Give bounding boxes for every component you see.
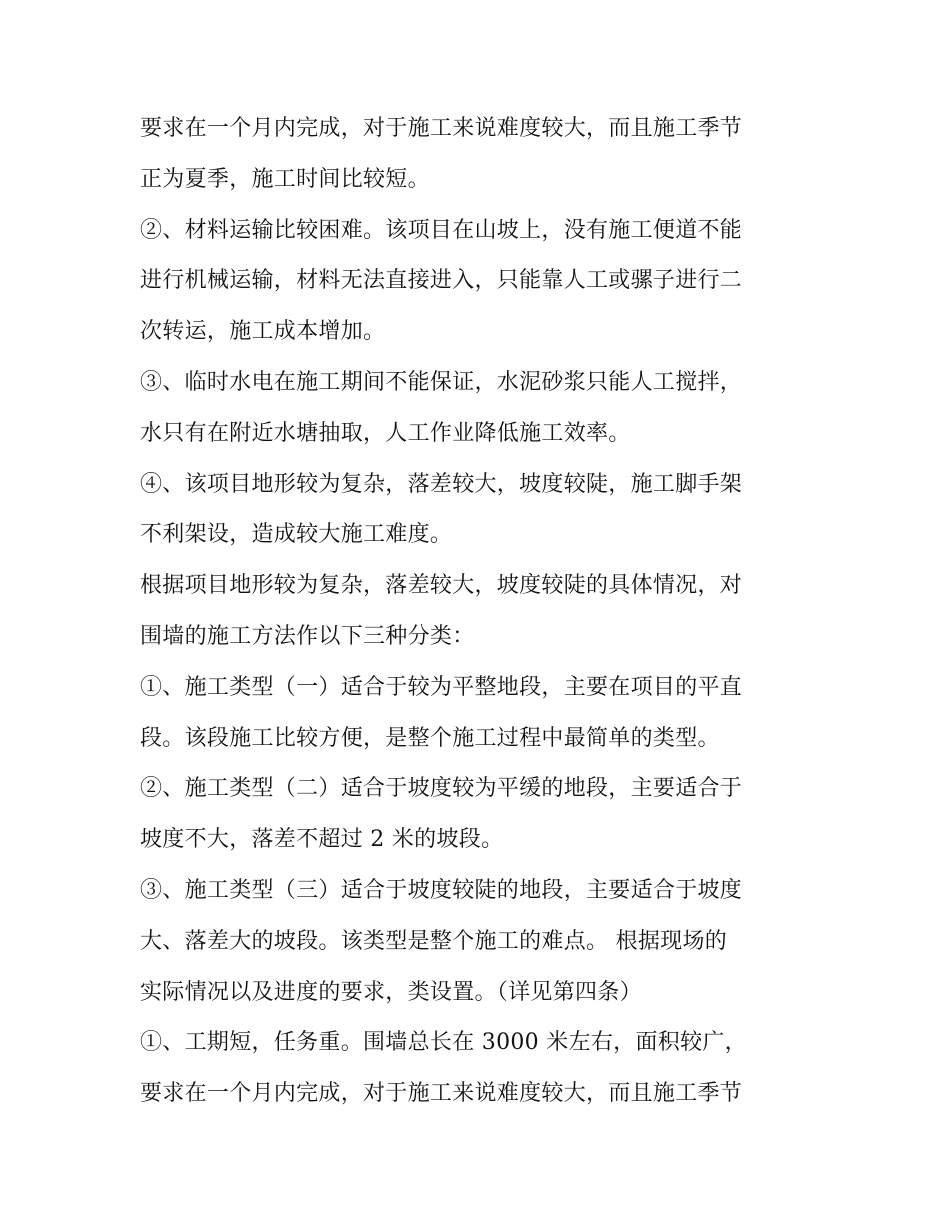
text-line: 不利架设，造成较大施工难度。 [140, 522, 453, 548]
text-line: 实际情况以及进度的要求，类设置。（详见第四条） [140, 979, 642, 1005]
text-line: 次转运，施工成本增加。 [140, 319, 386, 345]
document-body [140, 104, 815, 1120]
text-line: ③、临时水电在施工期间不能保证，水泥砂浆只能人工搅拌， [140, 369, 743, 395]
text-line: 正为夏季，施工时间比较短。 [140, 166, 430, 192]
text-line: ②、施工类型（二）适合于坡度较为平缓的地段，主要适合于 [140, 776, 743, 802]
text-line: 进行机械运输，材料无法直接进入，只能靠人工或骡子进行二 [140, 268, 743, 294]
text-line: ④、该项目地形较为复杂，落差较大，坡度较陡，施工脚手架 [140, 471, 743, 497]
text-line: ③、施工类型（三）适合于坡度较陡的地段，主要适合于坡度 [140, 877, 743, 903]
text-line: ①、施工类型（一）适合于较为平整地段，主要在项目的平直 [140, 674, 743, 700]
text-line: 要求在一个月内完成，对于施工来说难度较大，而且施工季节 [140, 1081, 743, 1107]
text-line: ①、工期短，任务重。围墙总长在 3000 米左右，面积较广， [140, 1030, 747, 1056]
text-line: 根据项目地形较为复杂，落差较大，坡度较陡的具体情况，对 [140, 573, 743, 599]
text-line: ②、材料运输比较困难。该项目在山坡上，没有施工便道不能 [140, 217, 743, 243]
text-line: 围墙的施工方法作以下三种分类： [140, 623, 475, 649]
text-line: 段。该段施工比较方便，是整个施工过程中最简单的类型。 [140, 725, 720, 751]
text-line: 大、落差大的坡段。该类型是整个施工的难点。 根据现场的 [140, 928, 728, 954]
text-line: 坡度不大，落差不超过 2 米的坡段。 [140, 827, 504, 853]
text-line: 要求在一个月内完成，对于施工来说难度较大，而且施工季节 [140, 116, 743, 141]
text-line: 水只有在附近水塘抽取，人工作业降低施工效率。 [140, 420, 631, 446]
